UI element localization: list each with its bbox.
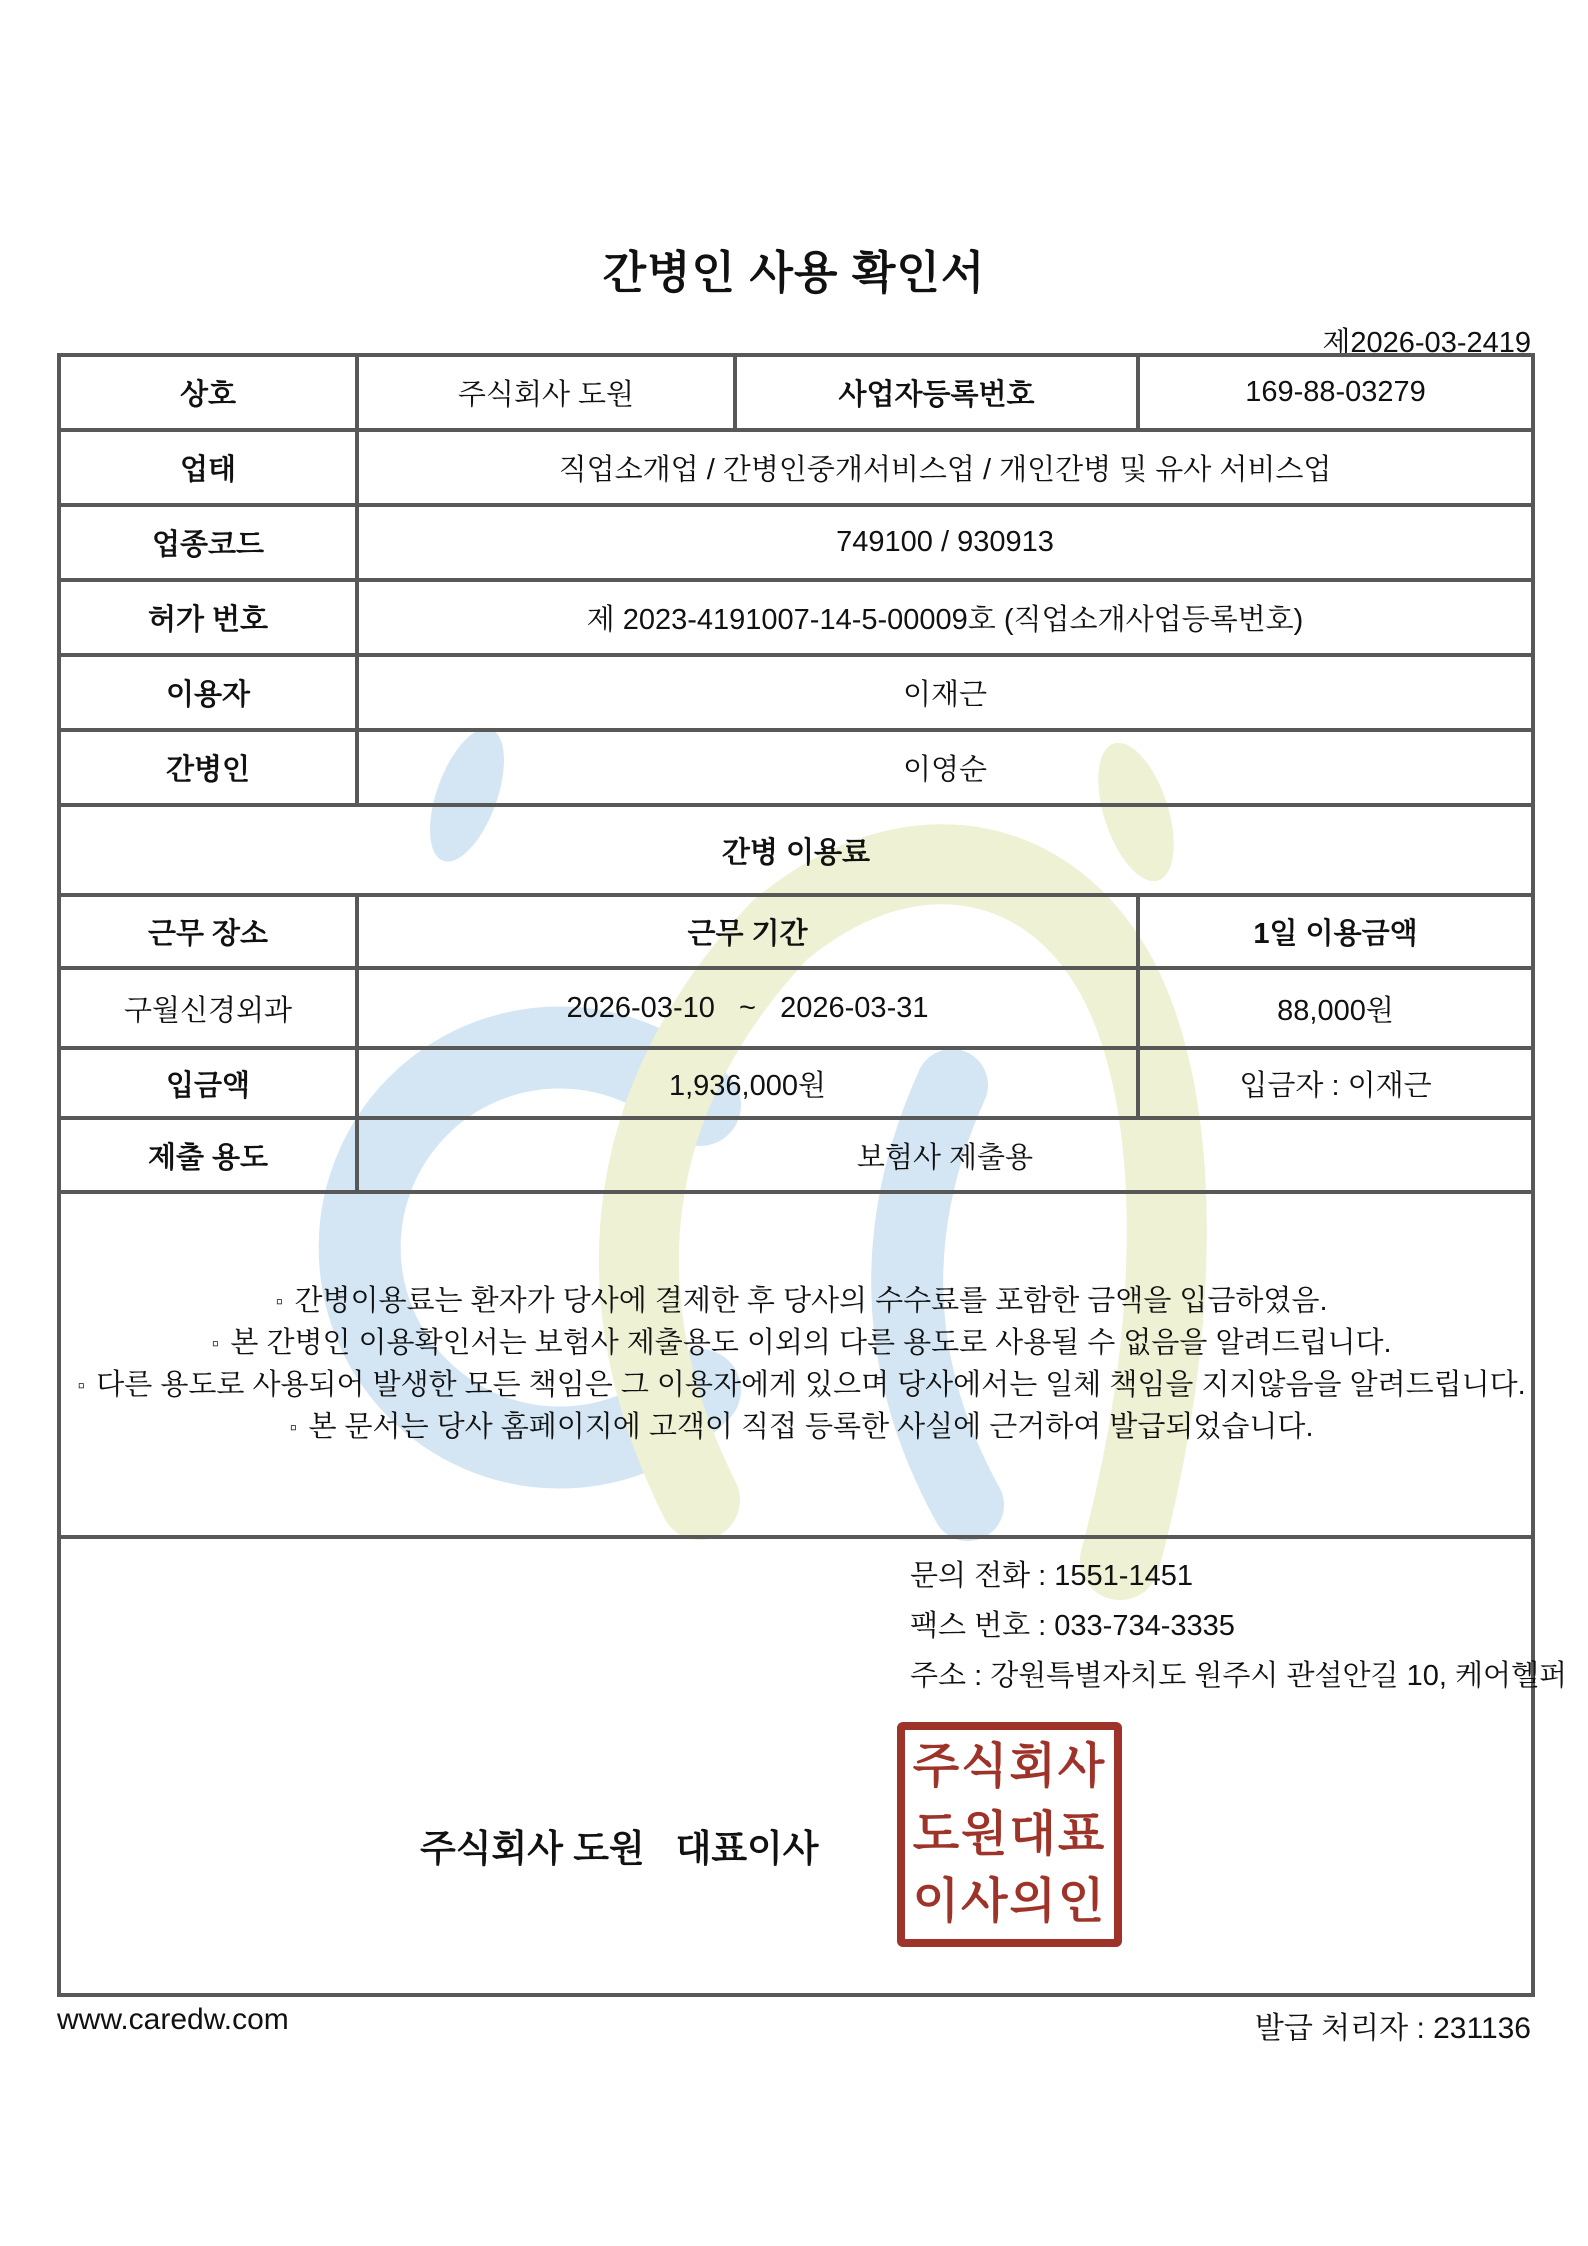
business-type-value: 직업소개업 / 간병인중개서비스업 / 개인간병 및 유사 서비스업 (357, 430, 1533, 505)
user-value: 이재근 (357, 655, 1533, 730)
stamp-text-row: 주식회사 (912, 1740, 1107, 1794)
deposit-amount-label: 입금액 (59, 1048, 357, 1118)
square-bullet-icon: ▫ (275, 1290, 284, 1313)
industry-code-label: 업종코드 (59, 505, 357, 580)
purpose-label: 제출 용도 (59, 1118, 357, 1192)
deposit-amount-value: 1,936,000원 (357, 1048, 1138, 1118)
note-item (61, 1281, 1531, 1323)
depositor-label: 입금자 (1239, 1069, 1324, 1102)
stamp-text-row: 이사의인 (912, 1874, 1107, 1928)
stamp-text-row: 도원대표 (912, 1807, 1107, 1861)
corporate-seal-stamp (897, 1722, 1122, 1947)
notes-cell (59, 1192, 1533, 1537)
note-text: 본 간병인 이용확인서는 보험사 제출용도 이외의 다른 용도로 사용될 수 없음을 알려드립니다. (230, 1326, 1392, 1359)
deposit-row (59, 1048, 1533, 1118)
fee-header-row (59, 895, 1533, 968)
business-reg-label: 사업자등록번호 (735, 355, 1138, 430)
business-reg-value: 169-88-03279 (1138, 355, 1533, 430)
note-text: 다른 용도로 사용되어 발생한 모든 책임은 그 이용자에게 있으며 당사에서는 일체 책임을 지지않음을 알려드립니다. (96, 1368, 1526, 1401)
fee-data-row (59, 968, 1533, 1048)
fee-section-header-row (59, 805, 1533, 895)
table-row (59, 430, 1533, 505)
depositor-cell (1138, 1048, 1533, 1118)
square-bullet-icon: ▫ (211, 1332, 219, 1355)
company-name-label: 상호 (59, 355, 357, 430)
document-number: 제2026-03-2419 (1322, 327, 1531, 359)
fee-section-title: 간병 이용료 (59, 805, 1533, 895)
note-item (61, 1323, 1531, 1365)
page-title: 간병인 사용 확인서 (602, 247, 986, 298)
depositor-value: : 이재근 (1323, 1069, 1432, 1102)
work-period-value: 2026-03-10 ~ 2026-03-31 (357, 968, 1138, 1048)
note-text: 본 문서는 당사 홈페이지에 고객이 직접 등록한 사실에 근거하여 발급되었습니다. (308, 1410, 1314, 1443)
notes-row (59, 1192, 1533, 1537)
square-bullet-icon: ▫ (77, 1374, 85, 1397)
contact-info (910, 1551, 1567, 1701)
square-bullet-icon: ▫ (289, 1416, 298, 1439)
caregiver-label: 간병인 (59, 730, 357, 805)
caregiver-value: 이영순 (357, 730, 1533, 805)
daily-fee-header: 1일 이용금액 (1138, 895, 1533, 968)
work-place-header: 근무 장소 (59, 895, 357, 968)
company-name-value: 주식회사 도원 (357, 355, 735, 430)
confirmation-table (57, 353, 1535, 1997)
business-type-label: 업태 (59, 430, 357, 505)
purpose-row (59, 1118, 1533, 1192)
work-period-header: 근무 기간 (357, 895, 1138, 968)
note-item (61, 1365, 1531, 1407)
issuer-id: 발급 처리자 : 231136 (1254, 2012, 1531, 2045)
table-row (59, 505, 1533, 580)
table-row (59, 355, 1533, 430)
note-item (61, 1407, 1531, 1449)
website-url: www.caredw.com (57, 2003, 289, 2036)
license-number-label: 허가 번호 (59, 580, 357, 655)
purpose-value: 보험사 제출용 (357, 1118, 1533, 1192)
table-row (59, 730, 1533, 805)
table-row (59, 580, 1533, 655)
company-signature: 주식회사 도원 대표이사 (420, 1828, 819, 1869)
phone-line: 문의 전화 : 1551-1451 (910, 1560, 1193, 1592)
user-label: 이용자 (59, 655, 357, 730)
work-place-value: 구월신경외과 (59, 968, 357, 1048)
address-line: 주소 : 강원특별자치도 원주시 관설안길 10, 케어헬퍼 (910, 1660, 1567, 1692)
fax-line: 팩스 번호 : 033-734-3335 (910, 1610, 1235, 1642)
daily-fee-value: 88,000원 (1138, 968, 1533, 1048)
license-number-value: 제 2023-4191007-14-5-00009호 (직업소개사업등록번호) (357, 580, 1533, 655)
note-text: 간병이용료는 환자가 당사에 결제한 후 당사의 수수료를 포함한 금액을 입금하였음. (294, 1284, 1328, 1317)
table-row (59, 655, 1533, 730)
industry-code-value: 749100 / 930913 (357, 505, 1533, 580)
